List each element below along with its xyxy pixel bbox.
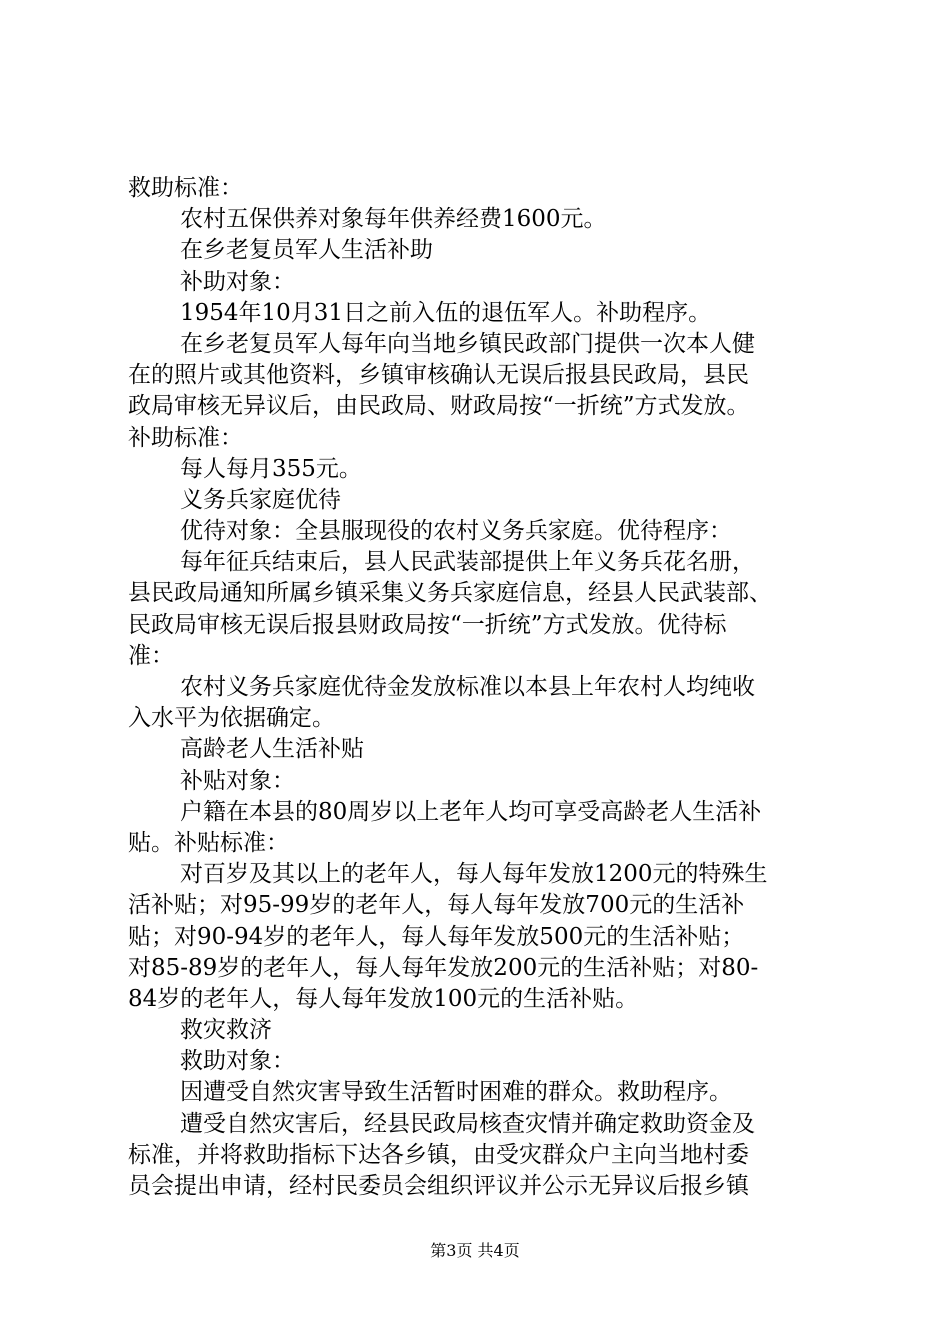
text-line: 补贴对象： [180,767,295,794]
text-line: 义务兵家庭优待 [180,486,341,513]
text-line: 农村义务兵家庭优待金发放标准以本县上年农村人均纯收 [180,674,755,700]
text-line: 每人每月355元。 [180,455,362,482]
text-line: 农村五保供养对象每年供养经费1600元。 [180,206,607,233]
text-line: 活补贴；对95-99岁的老年人，每人每年发放700元的生活补 [128,892,745,919]
page-number-label: 第3页 共4页 [430,1241,520,1260]
text-line: 补助标准： [128,424,243,451]
text-line: 员会提出申请，经村民委员会组织评议并公示无异议后报乡镇 [128,1173,749,1199]
text-line: 救灾救济 [180,1017,272,1044]
text-line: 84岁的老年人，每人每年发放100元的生活补贴。 [128,985,639,1012]
text-line: 对85-89岁的老年人，每人每年发放200元的生活补贴；对80- [128,954,759,981]
text-line: 遭受自然灾害后，经县民政局核查灾情并确定救助资金及 [180,1110,755,1137]
text-line: 民政局审核无误后报县财政局按“一折统”方式发放。优待标 [128,611,727,638]
text-line: 入水平为依据确定。 [128,705,335,732]
text-line: 户籍在本县的80周岁以上老年人均可享受高龄老人生活补 [180,798,762,825]
text-line: 县民政局通知所属乡镇采集义务兵家庭信息，经县人民武装部、 [128,580,772,607]
text-line: 政局审核无异议后，由民政局、财政局按“一折统”方式发放。 [128,393,750,420]
text-line: 在乡老复员军人每年向当地乡镇民政部门提供一次本人健 [180,330,755,357]
text-line: 优待对象：全县服现役的农村义务兵家庭。优待程序： [180,518,732,545]
text-line: 救助标准： [128,175,243,201]
text-line: 救助对象： [180,1048,295,1075]
document-body [128,173,834,1202]
page-footer [0,1241,950,1261]
text-line: 在的照片或其他资料，乡镇审核确认无误后报县民政局，县民 [128,362,749,389]
text-line: 1954年10月31日之前入伍的退伍军人。补助程序。 [180,299,712,326]
text-line: 对百岁及其以上的老年人，每人每年发放1200元的特殊生 [180,861,768,888]
text-line: 高龄老人生活补贴 [180,736,364,763]
text-line: 在乡老复员军人生活补助 [180,237,433,264]
text-line: 准： [128,642,174,669]
text-line: 标准，并将救助指标下达各乡镇，由受灾群众户主向当地村委 [128,1141,749,1168]
text-line: 每年征兵结束后，县人民武装部提供上年义务兵花名册， [180,549,755,576]
text-line: 贴。补贴标准： [128,829,289,856]
text-line: 因遭受自然灾害导致生活暂时困难的群众。救助程序。 [180,1079,732,1106]
text-line: 补助对象： [180,268,295,295]
text-line: 贴；对90-94岁的老年人，每人每年发放500元的生活补贴； [128,923,745,950]
